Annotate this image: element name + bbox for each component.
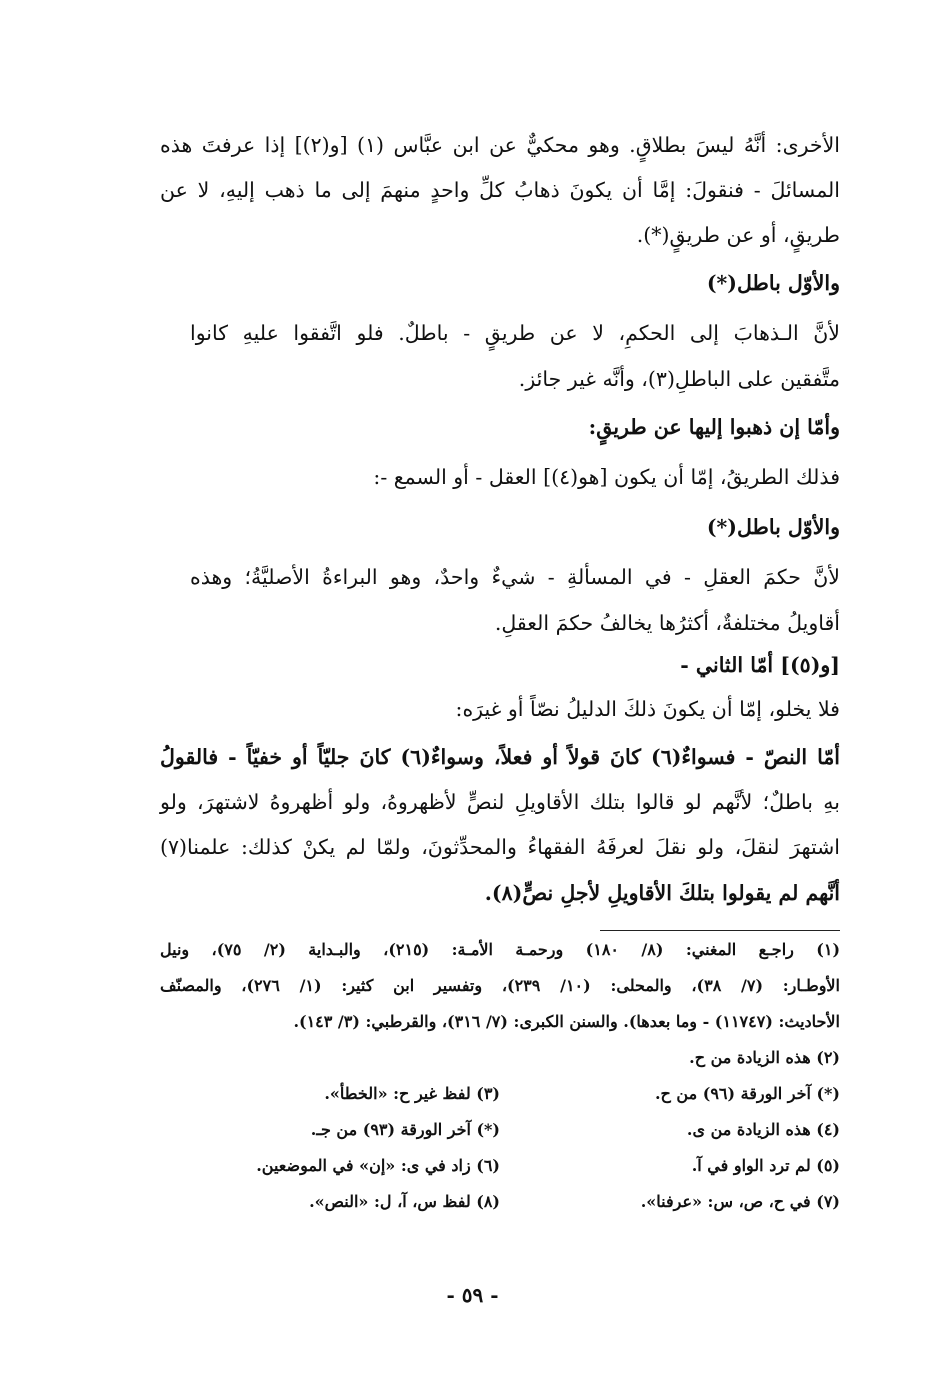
section-heading: والأوّل باطل(*)	[706, 271, 840, 295]
body-line-3: طريقٍ، أو عن طريقٍ(*).	[636, 223, 840, 247]
footnote-7: (٧) في ح، ص، س: «عرفنا».	[640, 1192, 840, 1211]
section-heading: وأمّا إن ذهبوا إليها عن طريقٍ:	[588, 415, 840, 439]
footnote-1-line-1: (١) راجـع المغني: (٨/ ١٨٠) ورحمـة الأمـة: (٢١٥)، والبـداية (٢/ ٧٥)، ونيل	[160, 940, 841, 959]
footnote-2: (٢) هذه الزيادة من ح.	[689, 1048, 840, 1067]
body-line-14: أمّا النصّ - فسواءٌ(٦) كانَ قولاً أو فعلاً، وسواءٌ(٦) كانَ جليّاً أو خفيّاً - فالقولُ	[160, 745, 840, 769]
footnote-divider	[600, 930, 840, 931]
footnote-star-93: (*) آخر الورقة (٩٣) من جـ.	[310, 1120, 500, 1139]
footnote-star-96: (*) آخر الورقة (٩٦) من ح.	[654, 1084, 840, 1103]
body-line-17: أنَّهم لم يقولوا بتلكَ الأقاويلِ لأجلِ نصٍّ(٨).	[484, 881, 840, 905]
footnote-3: (٣) لفظ غير ح: «الخطأ».	[324, 1084, 500, 1103]
footnote-4: (٤) هذه الزيادة من ى.	[686, 1120, 840, 1139]
body-line-6: متَّفقين على الباطلِ(٣)، وأنَّه غير جائز.	[518, 367, 840, 391]
body-line-10: لأنَّ حكمَ العقلِ - في المسألةِ - شيءٌ واحدٌ، وهو البراءةُ الأصليَّةُ؛ وهذه	[190, 565, 840, 589]
body-line-5: لأنَّ الـذهابَ إلى الحكمِ، لا عن طريقٍ - باطلٌ. فلو اتَّفقوا عليهِ كانوا	[190, 321, 840, 345]
body-line-8: فذلك الطريقُ، إمّا أن يكون [هو(٤)] العقل - أو السمع -:	[373, 465, 840, 489]
body-line-16: اشتهرَ لنقلَ، ولو نقلَ لعرفَهُ الفقهاءُ والمحدِّثونَ، ولمّا لم يكنْ كذلك: علمنا(٧)	[160, 835, 840, 859]
body-line-15: بهِ باطلٌ؛ لأنَّهم لو قالوا بتلك الأقاويلِ لنصٍّ لأظهروهُ، ولو أظهروهُ لاشتهرَ، ولو	[160, 790, 840, 814]
body-line-11: أقاويلُ مختلفةٌ، أكثرُها يخالفُ حكمَ العقلِ.	[494, 611, 840, 635]
section-heading: [و(٥)] أمّا الثاني -	[680, 653, 840, 677]
footnote-1-line-3: الأحاديث: (١١٧٤٧) - وما بعدها). والسنن الكبرى: (٧/ ٣١٦)، والقرطبي: (٣/ ١٤٣).	[293, 1012, 840, 1031]
footnote-8: (٨) لفظ س، آ، ل: «النص».	[309, 1192, 500, 1211]
footnote-1-line-2: الأوطـار: (٧/ ٣٨)، والمحلى: (١٠/ ٢٣٩)، وتفسير ابن كثير: (١/ ٢٧٦)، والمصنّف	[160, 976, 841, 995]
page-number: - ٥٩ -	[446, 1283, 499, 1307]
footnote-6: (٦) زاد في ى: «إن» في الموضعين.	[256, 1156, 500, 1175]
body-line-2: المسائلَ - فنقولَ: إمَّا أن يكونَ ذهابُ كلِّ واحدٍ منهمَ إلى ما ذهب إليهِ، لا عن	[160, 178, 840, 202]
body-line-13: فلا يخلو، إمّا أن يكونَ ذلكَ الدليلُ نصّاً أو غيرَه:	[455, 697, 840, 721]
section-heading: والأوّل باطل(*)	[706, 515, 840, 539]
footnote-5: (٥) لم ترد الواو في آ.	[691, 1156, 840, 1175]
body-line-1: الأخرى: أنَّهُ ليسَ بطلاقٍ. وهو محكيٌّ عن ابن عبَّاس (١) [و(٢)] إذا عرفتَ هذه	[160, 133, 840, 157]
